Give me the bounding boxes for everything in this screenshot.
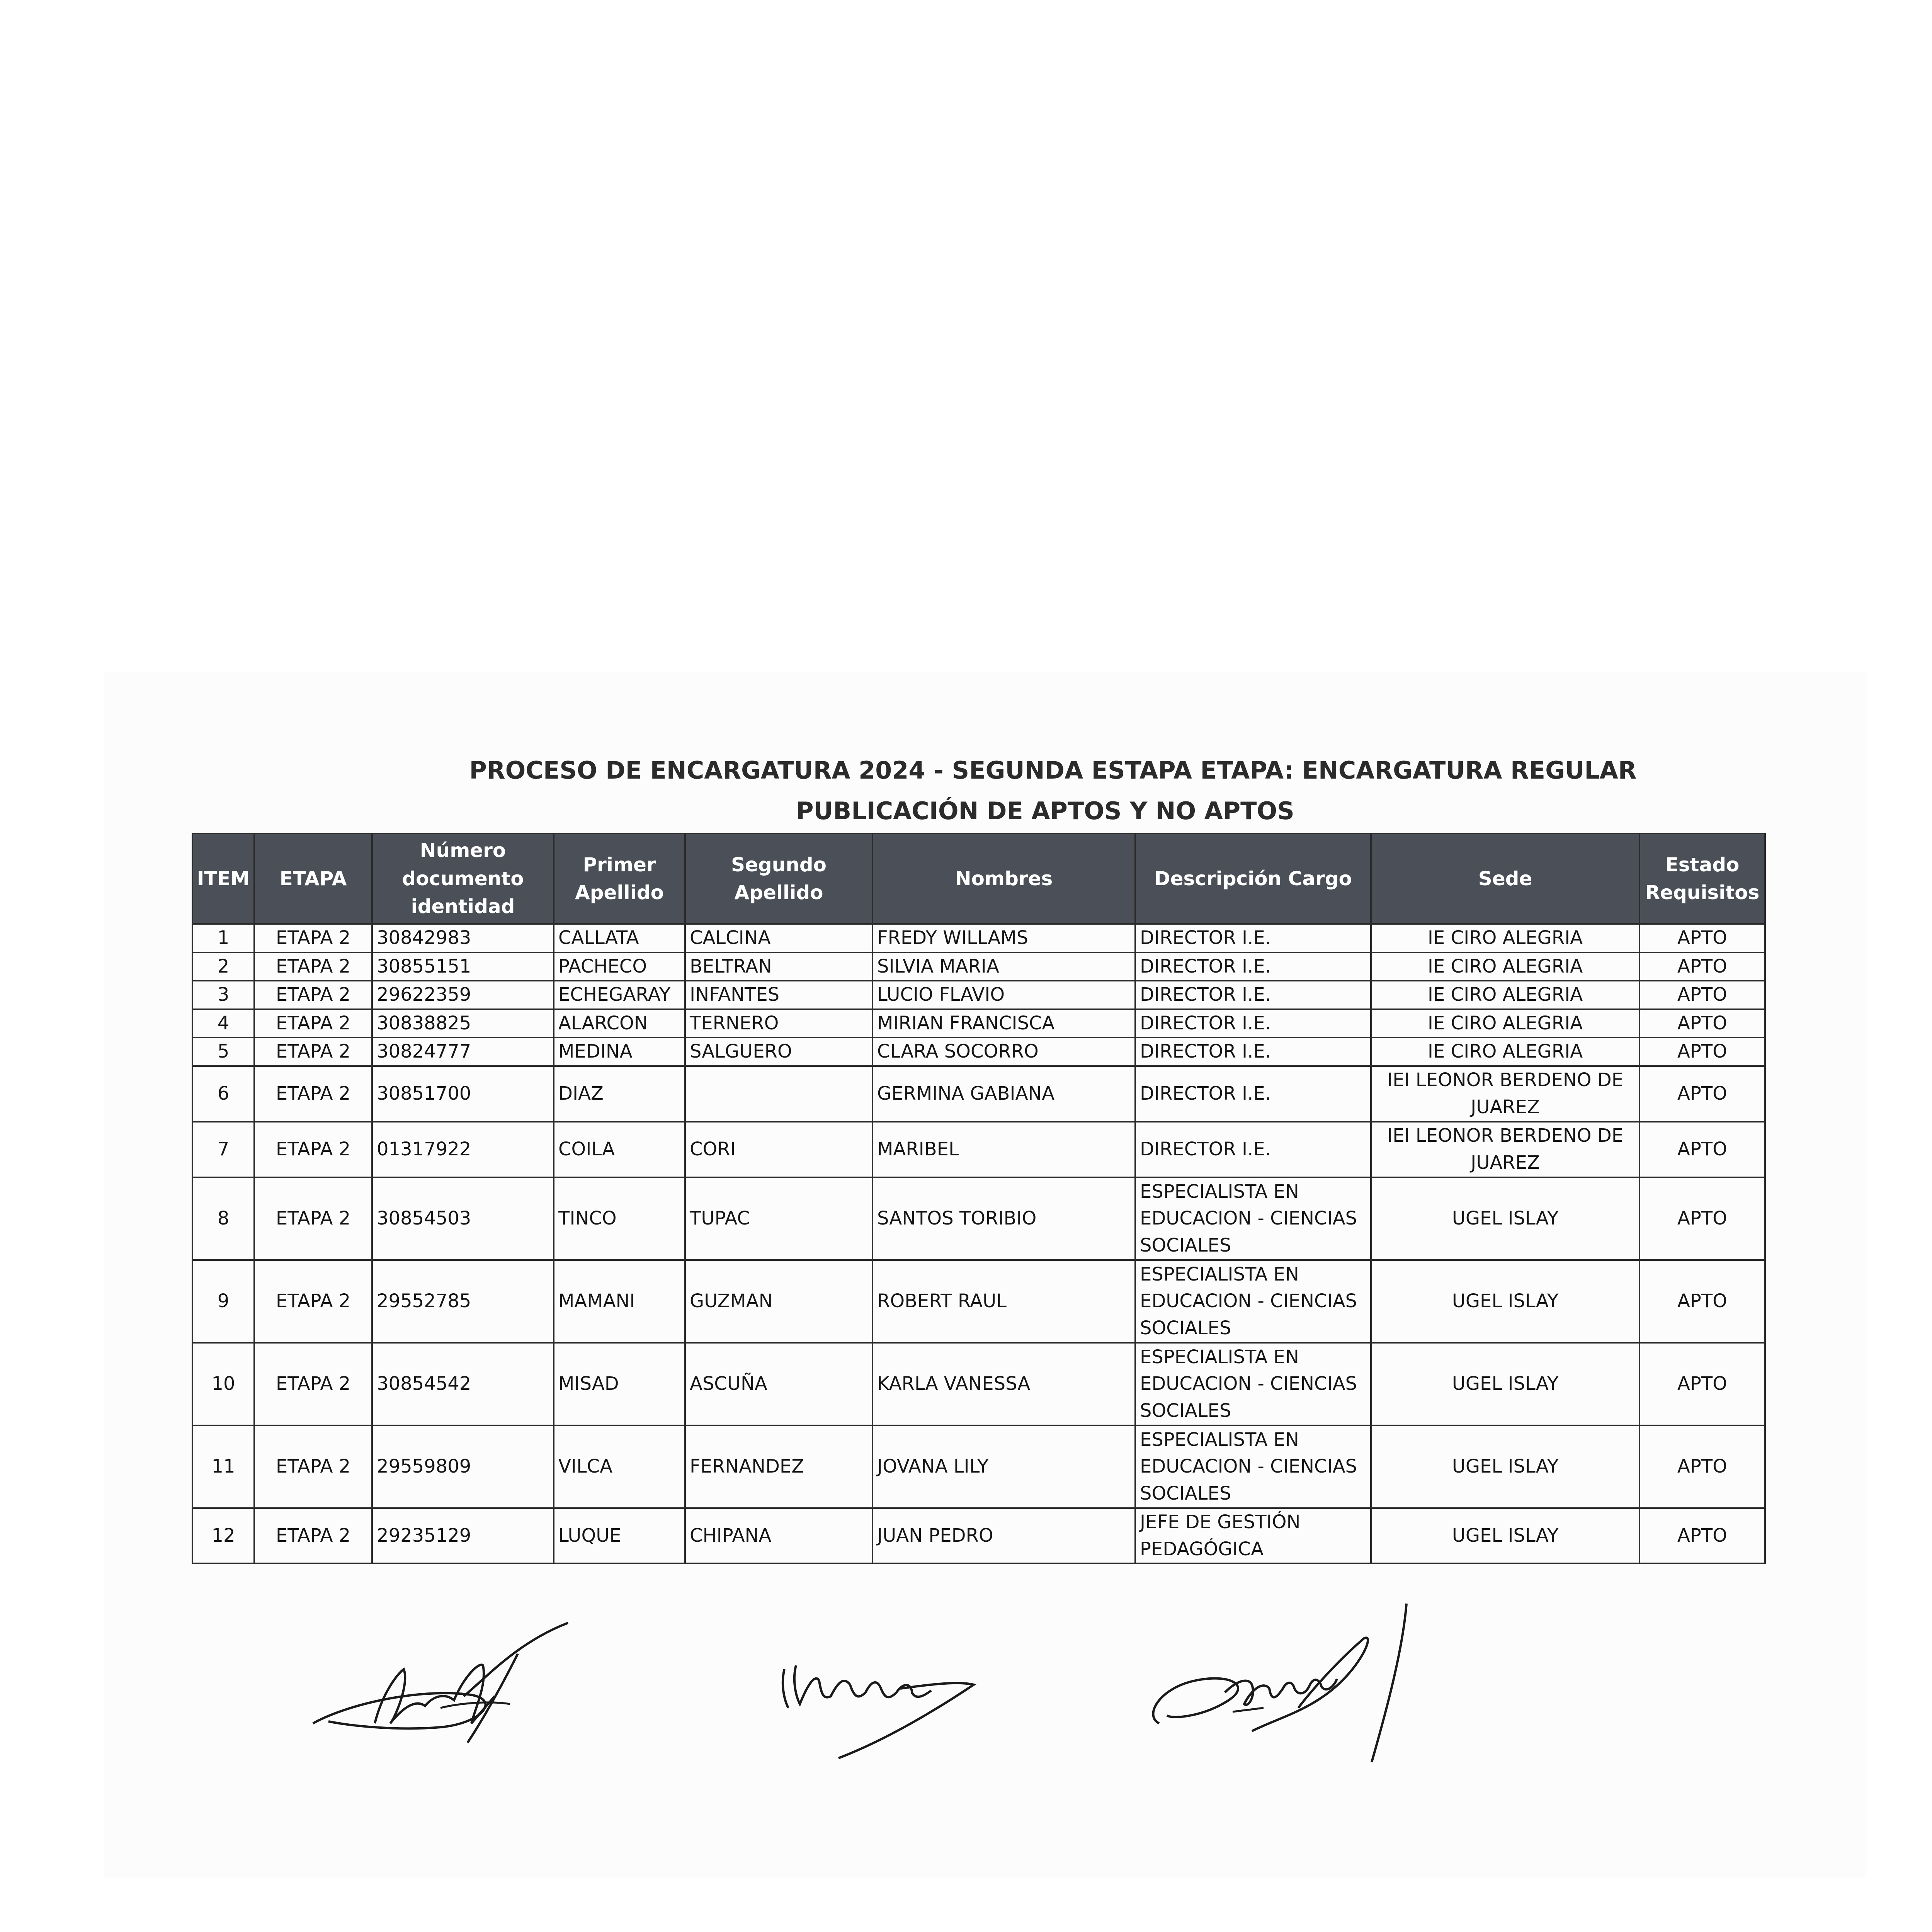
cell-sede: UGEL ISLAY	[1371, 1343, 1639, 1425]
results-table	[192, 833, 1766, 1564]
cell-nombres: FREDY WILLAMS	[872, 924, 1135, 952]
table-row	[192, 1260, 1765, 1343]
cell-segundo-apellido: TERNERO	[685, 1009, 872, 1038]
signature-1	[301, 1607, 595, 1754]
cell-cargo: DIRECTOR I.E.	[1135, 1066, 1371, 1122]
cell-segundo-apellido: FERNANDEZ	[685, 1425, 872, 1508]
cell-item: 2	[192, 952, 254, 981]
column-header-sede: Sede	[1371, 833, 1639, 924]
document-title: PROCESO DE ENCARGATURA 2024 - SEGUNDA ESTAPA ETAPA: ENCARGATURA REGULAR	[469, 756, 1637, 784]
cell-primer-apellido: DIAZ	[554, 1066, 685, 1122]
table-row	[192, 952, 1765, 981]
cell-item: 7	[192, 1122, 254, 1177]
cell-primer-apellido: PACHECO	[554, 952, 685, 981]
cell-sede: IEI LEONOR BERDENO DE JUAREZ	[1371, 1066, 1639, 1122]
cell-nombres: MIRIAN FRANCISCA	[872, 1009, 1135, 1038]
cell-sede: IE CIRO ALEGRIA	[1371, 981, 1639, 1009]
cell-item: 8	[192, 1177, 254, 1260]
cell-nombres: SANTOS TORIBIO	[872, 1177, 1135, 1260]
cell-primer-apellido: LUQUE	[554, 1508, 685, 1563]
cell-segundo-apellido: ASCUÑA	[685, 1343, 872, 1425]
cell-documento: 30838825	[372, 1009, 554, 1038]
cell-documento: 01317922	[372, 1122, 554, 1177]
cell-cargo: ESPECIALISTA EN EDUCACION - CIENCIAS SOCIALES	[1135, 1260, 1371, 1343]
cell-sede: UGEL ISLAY	[1371, 1425, 1639, 1508]
cell-estado: APTO	[1639, 1009, 1765, 1038]
table-row	[192, 1009, 1765, 1038]
cell-item: 4	[192, 1009, 254, 1038]
cell-documento: 30854503	[372, 1177, 554, 1260]
cell-segundo-apellido	[685, 1066, 872, 1122]
cell-cargo: JEFE DE GESTIÓN PEDAGÓGICA	[1135, 1508, 1371, 1563]
cell-etapa: ETAPA 2	[254, 1009, 372, 1038]
cell-segundo-apellido: TUPAC	[685, 1177, 872, 1260]
cell-cargo: ESPECIALISTA EN EDUCACION - CIENCIAS SOCIALES	[1135, 1343, 1371, 1425]
cell-documento: 29235129	[372, 1508, 554, 1563]
cell-sede: IEI LEONOR BERDENO DE JUAREZ	[1371, 1122, 1639, 1177]
table-row	[192, 1508, 1765, 1563]
cell-primer-apellido: ALARCON	[554, 1009, 685, 1038]
cell-etapa: ETAPA 2	[254, 1260, 372, 1343]
cell-nombres: LUCIO FLAVIO	[872, 981, 1135, 1009]
cell-sede: UGEL ISLAY	[1371, 1508, 1639, 1563]
cell-primer-apellido: COILA	[554, 1122, 685, 1177]
table-row	[192, 924, 1765, 952]
cell-estado: APTO	[1639, 1508, 1765, 1563]
table-row	[192, 1343, 1765, 1425]
cell-estado: APTO	[1639, 981, 1765, 1009]
column-header-estado: Estado Requisitos	[1639, 833, 1765, 924]
cell-primer-apellido: CALLATA	[554, 924, 685, 952]
cell-item: 5	[192, 1037, 254, 1066]
cell-primer-apellido: VILCA	[554, 1425, 685, 1508]
cell-documento: 30854542	[372, 1343, 554, 1425]
cell-documento: 30851700	[372, 1066, 554, 1122]
cell-etapa: ETAPA 2	[254, 981, 372, 1009]
cell-sede: IE CIRO ALEGRIA	[1371, 952, 1639, 981]
cell-documento: 30855151	[372, 952, 554, 981]
cell-estado: APTO	[1639, 1066, 1765, 1122]
cell-item: 6	[192, 1066, 254, 1122]
cell-documento: 29552785	[372, 1260, 554, 1343]
cell-nombres: GERMINA GABIANA	[872, 1066, 1135, 1122]
cell-segundo-apellido: BELTRAN	[685, 952, 872, 981]
cell-nombres: CLARA SOCORRO	[872, 1037, 1135, 1066]
table-row	[192, 1037, 1765, 1066]
cell-documento: 30824777	[372, 1037, 554, 1066]
table-row	[192, 1122, 1765, 1177]
cell-cargo: DIRECTOR I.E.	[1135, 981, 1371, 1009]
cell-documento: 29622359	[372, 981, 554, 1009]
cell-sede: IE CIRO ALEGRIA	[1371, 1037, 1639, 1066]
cell-cargo: DIRECTOR I.E.	[1135, 1009, 1371, 1038]
cell-sede: IE CIRO ALEGRIA	[1371, 1009, 1639, 1038]
cell-nombres: KARLA VANESSA	[872, 1343, 1135, 1425]
cell-sede: UGEL ISLAY	[1371, 1177, 1639, 1260]
cell-documento: 29559809	[372, 1425, 554, 1508]
cell-etapa: ETAPA 2	[254, 924, 372, 952]
signature-2	[773, 1623, 989, 1762]
cell-item: 10	[192, 1343, 254, 1425]
cell-nombres: SILVIA MARIA	[872, 952, 1135, 981]
column-header-documento: Número documento identidad	[372, 833, 554, 924]
document-subtitle: PUBLICACIÓN DE APTOS Y NO APTOS	[796, 797, 1294, 825]
cell-etapa: ETAPA 2	[254, 1037, 372, 1066]
cell-primer-apellido: MAMANI	[554, 1260, 685, 1343]
cell-cargo: DIRECTOR I.E.	[1135, 952, 1371, 981]
cell-primer-apellido: MISAD	[554, 1343, 685, 1425]
column-header-primer-apellido: Primer Apellido	[554, 833, 685, 924]
cell-item: 11	[192, 1425, 254, 1508]
cell-estado: APTO	[1639, 924, 1765, 952]
column-header-segundo-apellido: Segundo Apellido	[685, 833, 872, 924]
cell-sede: IE CIRO ALEGRIA	[1371, 924, 1639, 952]
cell-item: 1	[192, 924, 254, 952]
cell-cargo: DIRECTOR I.E.	[1135, 1122, 1371, 1177]
cell-estado: APTO	[1639, 1343, 1765, 1425]
cell-estado: APTO	[1639, 1260, 1765, 1343]
cell-documento: 30842983	[372, 924, 554, 952]
cell-etapa: ETAPA 2	[254, 1122, 372, 1177]
table-row	[192, 981, 1765, 1009]
cell-cargo: ESPECIALISTA EN EDUCACION - CIENCIAS SOCIALES	[1135, 1425, 1371, 1508]
cell-cargo: DIRECTOR I.E.	[1135, 1037, 1371, 1066]
table-row	[192, 1177, 1765, 1260]
table-header-row	[192, 833, 1765, 924]
table-row	[192, 1066, 1765, 1122]
cell-segundo-apellido: CALCINA	[685, 924, 872, 952]
column-header-item: ITEM	[192, 833, 254, 924]
cell-estado: APTO	[1639, 1177, 1765, 1260]
cell-nombres: ROBERT RAUL	[872, 1260, 1135, 1343]
cell-etapa: ETAPA 2	[254, 1177, 372, 1260]
cell-estado: APTO	[1639, 1122, 1765, 1177]
cell-item: 3	[192, 981, 254, 1009]
cell-segundo-apellido: CORI	[685, 1122, 872, 1177]
cell-cargo: DIRECTOR I.E.	[1135, 924, 1371, 952]
cell-nombres: JUAN PEDRO	[872, 1508, 1135, 1563]
cell-primer-apellido: ECHEGARAY	[554, 981, 685, 1009]
table-row	[192, 1425, 1765, 1508]
cell-etapa: ETAPA 2	[254, 952, 372, 981]
cell-nombres: MARIBEL	[872, 1122, 1135, 1177]
cell-nombres: JOVANA LILY	[872, 1425, 1135, 1508]
cell-item: 9	[192, 1260, 254, 1343]
cell-item: 12	[192, 1508, 254, 1563]
cell-etapa: ETAPA 2	[254, 1508, 372, 1563]
cell-primer-apellido: MEDINA	[554, 1037, 685, 1066]
cell-primer-apellido: TINCO	[554, 1177, 685, 1260]
cell-segundo-apellido: GUZMAN	[685, 1260, 872, 1343]
cell-segundo-apellido: CHIPANA	[685, 1508, 872, 1563]
cell-segundo-apellido: INFANTES	[685, 981, 872, 1009]
column-header-cargo: Descripción Cargo	[1135, 833, 1371, 924]
cell-cargo: ESPECIALISTA EN EDUCACION - CIENCIAS SOCIALES	[1135, 1177, 1371, 1260]
signature-3	[1136, 1592, 1430, 1770]
cell-etapa: ETAPA 2	[254, 1066, 372, 1122]
cell-estado: APTO	[1639, 1037, 1765, 1066]
column-header-etapa: ETAPA	[254, 833, 372, 924]
cell-estado: APTO	[1639, 952, 1765, 981]
cell-etapa: ETAPA 2	[254, 1343, 372, 1425]
cell-segundo-apellido: SALGUERO	[685, 1037, 872, 1066]
cell-etapa: ETAPA 2	[254, 1425, 372, 1508]
column-header-nombres: Nombres	[872, 833, 1135, 924]
cell-sede: UGEL ISLAY	[1371, 1260, 1639, 1343]
cell-estado: APTO	[1639, 1425, 1765, 1508]
